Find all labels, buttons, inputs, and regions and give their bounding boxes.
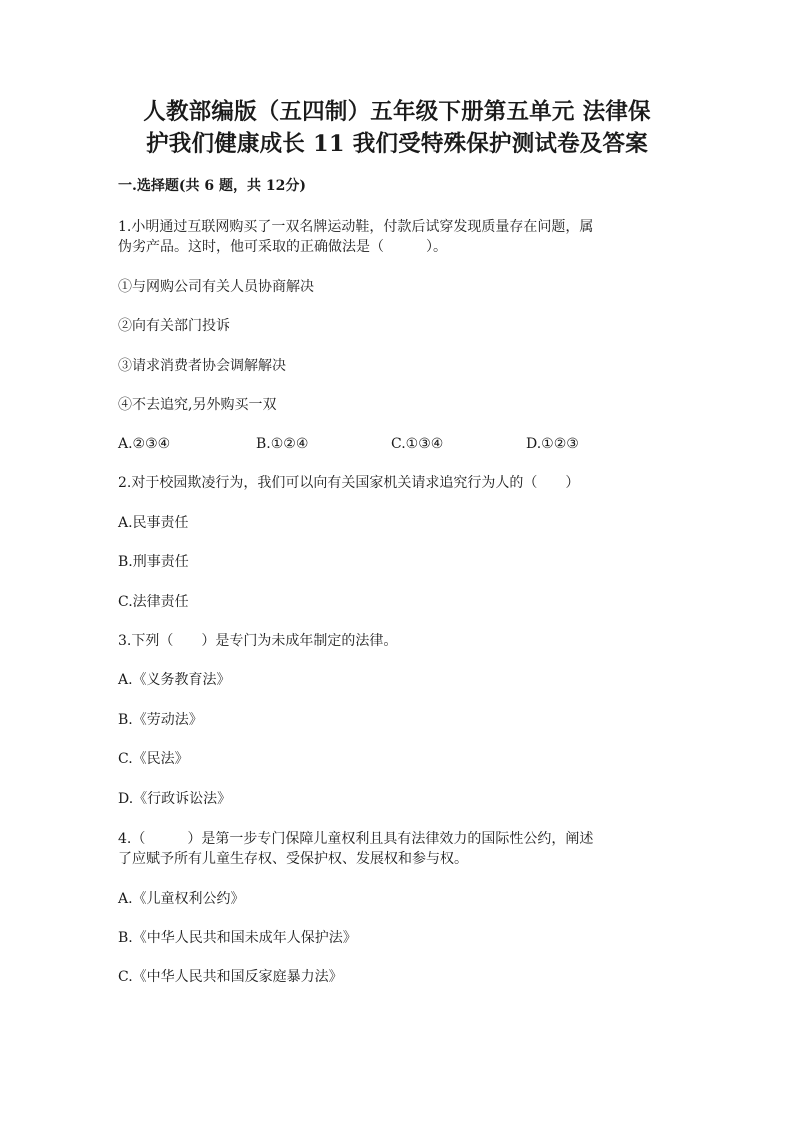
question-1-statement-2: ②向有关部门投诉 — [118, 318, 230, 334]
question-1-statement-4: ④不去追究,另外购买一双 — [118, 397, 277, 413]
question-3-option-a: A.《义务教育法》 — [118, 672, 231, 688]
question-2-option-c: C.法律责任 — [118, 594, 189, 610]
question-4-stem-line-1: 4.（ ）是第一步专门保障儿童权利且具有法律效力的国际性公约，阐述 — [118, 831, 594, 847]
question-1-option-a: A.②③④ — [118, 436, 171, 452]
question-1-statement-3: ③请求消费者协会调解解决 — [118, 358, 286, 374]
question-1-statement-1: ①与网购公司有关人员协商解决 — [118, 279, 314, 295]
question-1-option-c: C.①③④ — [391, 436, 444, 452]
question-3-option-c: C.《民法》 — [118, 751, 189, 767]
question-3-option-b: B.《劳动法》 — [118, 712, 203, 728]
document-title — [90, 96, 704, 160]
question-3-option-d: D.《行政诉讼法》 — [118, 791, 232, 807]
question-1-stem-line-1: 1.小明通过互联网购买了一双名牌运动鞋，付款后试穿发现质量存在问题，属 — [118, 219, 594, 235]
section-heading: 一.选择题(共 6 题，共 12分) — [118, 178, 306, 194]
title-line-1: 人教部编版（五四制）五年级下册第五单元 法律保 — [143, 99, 651, 125]
question-2-stem: 2.对于校园欺凌行为，我们可以向有关国家机关请求追究行为人的（ ） — [118, 475, 580, 491]
question-3-stem: 3.下列（ ）是专门为未成年制定的法律。 — [118, 633, 398, 649]
question-1-options — [118, 434, 678, 454]
question-4-option-a: A.《儿童权利公约》 — [118, 891, 245, 907]
question-1-option-b: B.①②④ — [256, 436, 309, 452]
question-2-option-a: A.民事责任 — [118, 515, 189, 531]
question-4-option-c: C.《中华人民共和国反家庭暴力法》 — [118, 969, 343, 985]
title-line-2: 护我们健康成长 11 我们受特殊保护测试卷及答案 — [146, 131, 648, 157]
question-1-stem-line-2: 伪劣产品。这时，他可采取的正确做法是（ ）。 — [118, 239, 447, 255]
question-4-stem-line-2: 了应赋予所有儿童生存权、受保护权、发展权和参与权。 — [118, 851, 468, 867]
question-2-option-b: B.刑事责任 — [118, 554, 189, 570]
question-1-option-d: D.①②③ — [526, 436, 579, 452]
question-4-option-b: B.《中华人民共和国未成年人保护法》 — [118, 930, 357, 946]
